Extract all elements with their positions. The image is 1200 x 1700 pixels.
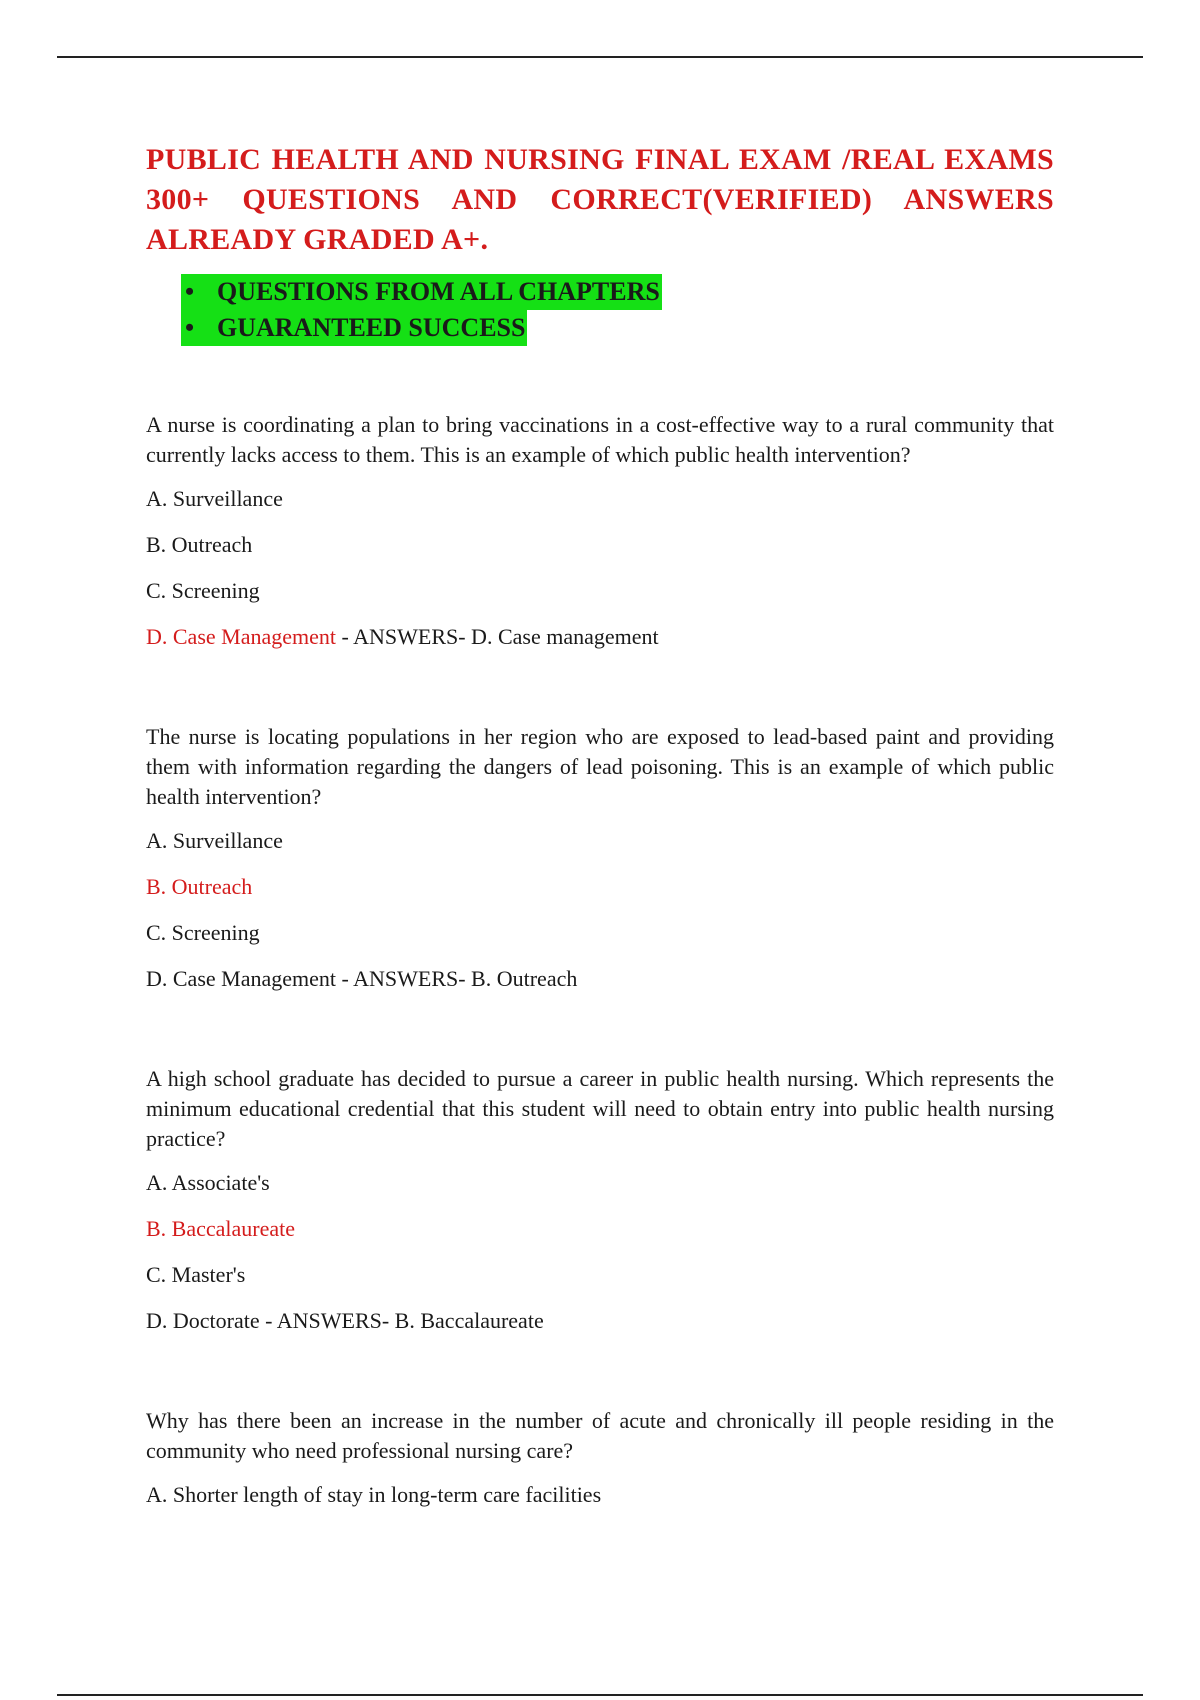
option: D. Doctorate [146, 1308, 260, 1333]
highlight-list [181, 274, 1054, 346]
option: C. Screening [146, 920, 260, 945]
option: A. Surveillance [146, 828, 283, 853]
correct-option: B. Outreach [146, 874, 253, 899]
bottom-rule [57, 1694, 1143, 1696]
option: A. Shorter length of stay in long-term care facilities [146, 1482, 602, 1507]
correct-option: D. Case Management [146, 624, 336, 649]
answer-key: - ANSWERS- B. Outreach [336, 966, 578, 991]
question-text: A nurse is coordinating a plan to bring vaccinations in a cost-effective way to a rural community that currently lacks access to them. This is an example of which public health intervention? [146, 412, 1054, 467]
option: B. Outreach [146, 532, 253, 557]
bullet-icon: • [185, 313, 195, 342]
question-1 [146, 410, 1054, 652]
question-list [146, 410, 1054, 1510]
question-text: The nurse is locating populations in her region who are exposed to lead-based paint and providing them with information regarding the dangers of lead poisoning. This is an example of which public health intervention? [146, 724, 1054, 809]
highlight-item: • QUESTIONS FROM ALL CHAPTERS [181, 274, 662, 310]
answer-key: - ANSWERS- B. Baccalaureate [259, 1308, 544, 1333]
document-body [146, 140, 1054, 1510]
question-text: A high school graduate has decided to pursue a career in public health nursing. Which represents the minimum educational credential that this student will need to obtain entry into public health nursing practice? [146, 1066, 1054, 1151]
option: A. Surveillance [146, 486, 283, 511]
option-with-answer [146, 1306, 1054, 1336]
correct-option: B. Baccalaureate [146, 1216, 296, 1241]
question-4 [146, 1406, 1054, 1510]
option-with-answer [146, 622, 1054, 652]
answer-key: - ANSWERS- D. Case management [336, 624, 659, 649]
question-text: Why has there been an increase in the number of acute and chronically ill people residing in the community who need professional nursing care? [146, 1408, 1054, 1463]
top-rule [57, 56, 1143, 58]
highlight-item: • GUARANTEED SUCCESS [181, 310, 527, 346]
option-with-answer [146, 964, 1054, 994]
document-title: PUBLIC HEALTH AND NURSING FINAL EXAM /REAL EXAMS 300+ QUESTIONS AND CORRECT(VERIFIED) ANSWERS ALREADY GRADED A+. [146, 143, 1054, 256]
option: C. Master's [146, 1262, 246, 1287]
bullet-icon: • [185, 277, 195, 306]
question-2 [146, 722, 1054, 994]
question-3 [146, 1064, 1054, 1336]
option: C. Screening [146, 578, 260, 603]
option: D. Case Management [146, 966, 336, 991]
option: A. Associate's [146, 1170, 270, 1195]
